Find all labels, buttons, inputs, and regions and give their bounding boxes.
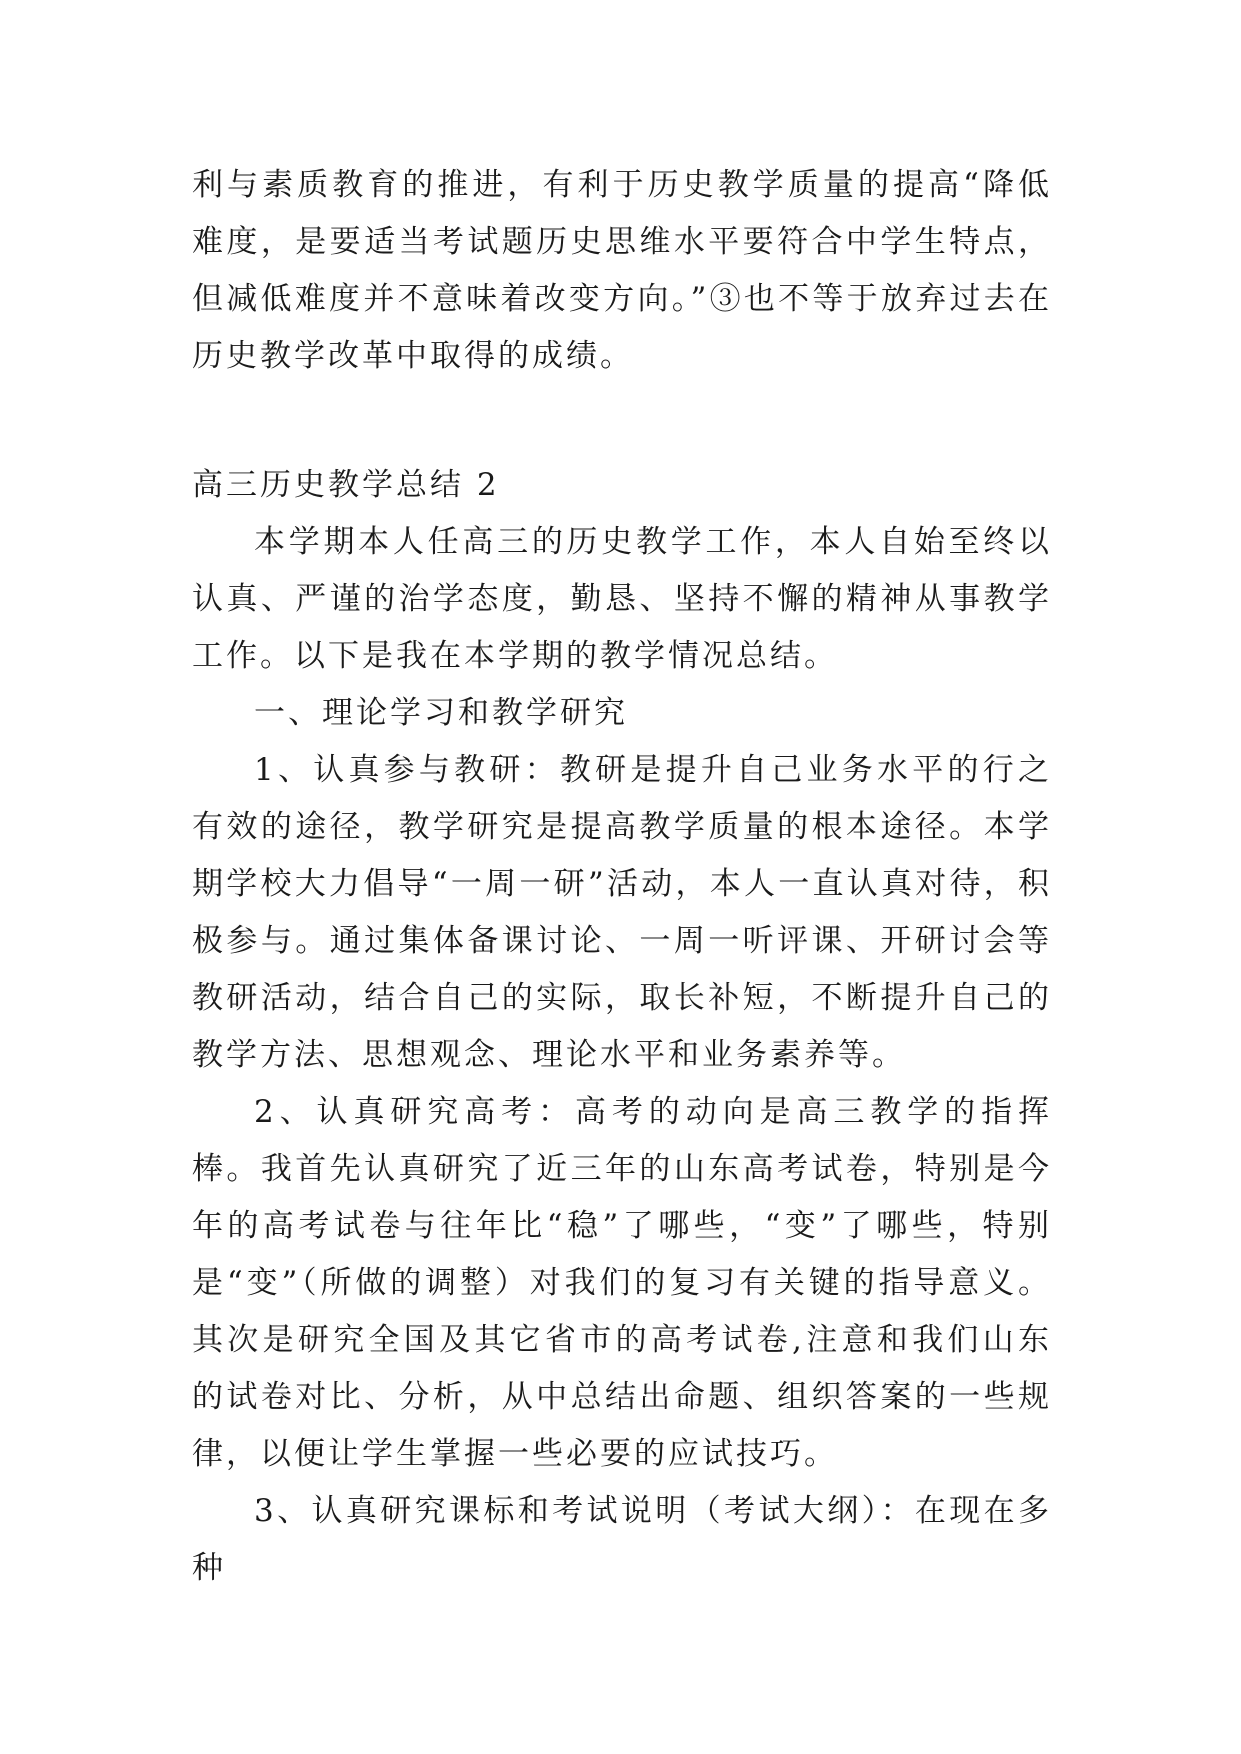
section-title: 高三历史教学总结 2: [192, 467, 500, 503]
section-body: [192, 514, 1052, 1597]
continued-paragraph-block: [192, 157, 1052, 385]
heading-theory-study: 一、理论学习和教学研究: [254, 695, 628, 731]
paragraph-exam-research: 2、认真研究高考：高考的动向是高三教学的指挥棒。我首先认真研究了近三年的山东高考试卷，特别是今年的高考试卷与往年比“稳”了哪些，“变”了哪些，特别是“变”（所做的调整）对我们的复习有关键的指导意义。其次是研究全国及其它省市的高考试卷,注意和我们山东的试卷对比、分析，从中总结出命题、组织答案的一些规律，以便让学生掌握一些必要的应试技巧。: [192, 1094, 1052, 1472]
continued-paragraph: 利与素质教育的推进，有利于历史教学质量的提高“降低难度，是要适当考试题历史思维水平要符合中学生特点，但减低难度并不意味着改变方向。”③也不等于放弃过去在历史教学改革中取得的成绩。: [192, 167, 1052, 374]
intro-paragraph: 本学期本人任高三的历史教学工作，本人自始至终以认真、严谨的治学态度，勤恳、坚持不懈的精神从事教学工作。以下是我在本学期的教学情况总结。: [192, 524, 1052, 674]
paragraph-curriculum-research: 3、认真研究课标和考试说明（考试大纲）：在现在多种: [192, 1493, 1052, 1586]
paragraph-teaching-research: 1、认真参与教研：教研是提升自己业务水平的行之有效的途径，教学研究是提高教学质量的根本途径。本学期学校大力倡导“一周一研”活动，本人一直认真对待，积极参与。通过集体备课讨论、一周一听评课、开研讨会等教研活动，结合自己的实际，取长补短，不断提升自己的教学方法、思想观念、理论水平和业务素养等。: [192, 752, 1052, 1073]
